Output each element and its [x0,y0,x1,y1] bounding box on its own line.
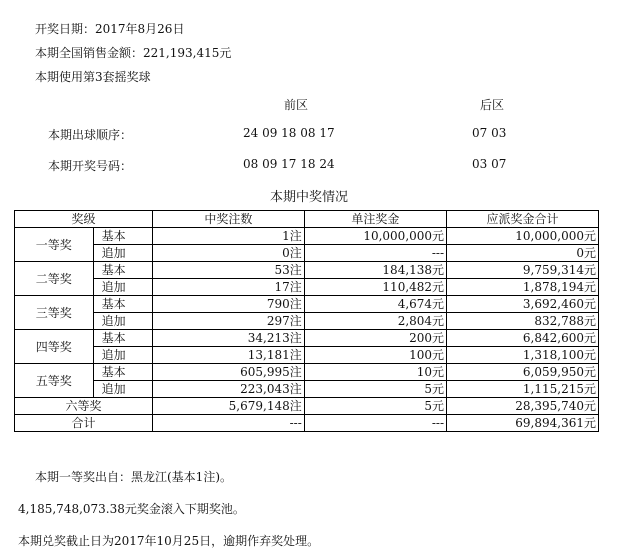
single-prize: --- [304,245,446,262]
table-row [15,296,599,313]
table-row [15,262,599,279]
single-prize: 110,482元 [304,279,446,296]
bet-type: 基本 [93,296,153,313]
table-row [15,381,599,398]
winner-count: 53注 [153,262,305,279]
winner-count: 1注 [153,228,305,245]
winner-count: 297注 [153,313,305,330]
front-zone-label: 前区 [284,98,309,112]
column-header-total: 应派奖金合计 [447,211,599,228]
column-header-single: 单注奖金 [304,211,446,228]
table-row [15,398,599,415]
bet-type: 基本 [93,330,153,347]
single-prize: 4,674元 [304,296,446,313]
single-prize: 2,804元 [304,313,446,330]
total-prize: 832,788元 [447,313,599,330]
sales-amount: 本期全国销售金额：221,193,415元 [35,46,232,60]
table-row [15,279,599,296]
winner-count: 17注 [153,279,305,296]
bet-type: 基本 [93,262,153,279]
winner-count: 0注 [153,245,305,262]
winner-count: 13,181注 [153,347,305,364]
winner-count: --- [153,415,305,432]
bet-type: 基本 [93,364,153,381]
winner-count: 605,995注 [153,364,305,381]
prize-level: 二等奖 [15,262,94,296]
total-prize: 0元 [447,245,599,262]
column-header-level: 奖级 [15,211,153,228]
single-prize: --- [304,415,446,432]
total-prize: 1,318,100元 [447,347,599,364]
single-prize: 5元 [304,398,446,415]
prize-table [14,210,599,432]
ball-set: 本期使用第3套摇奖球 [35,70,151,84]
rollover-note: 4,185,748,073.38元奖金滚入下期奖池。 [18,502,245,516]
prize-section-title: 本期中奖情况 [269,190,348,205]
column-header-count: 中奖注数 [153,211,305,228]
draw-date: 开奖日期：2017年8月26日 [35,22,185,36]
total-prize: 9,759,314元 [447,262,599,279]
total-prize: 10,000,000元 [447,228,599,245]
winner-count: 5,679,148注 [153,398,305,415]
bet-type: 追加 [93,381,153,398]
winner-count: 34,213注 [153,330,305,347]
single-prize: 10元 [304,364,446,381]
total-prize: 69,894,361元 [447,415,599,432]
total-prize: 6,059,950元 [447,364,599,381]
draw-order-label: 本期出球顺序： [48,128,133,142]
prize-level: 三等奖 [15,296,94,330]
draw-order-front: 24 09 18 08 17 [243,126,335,140]
single-prize: 100元 [304,347,446,364]
prize-level: 五等奖 [15,364,94,398]
first-prize-origin: 本期一等奖出自：黑龙江(基本1注)。 [35,470,232,484]
table-row [15,228,599,245]
prize-level: 一等奖 [15,228,94,262]
bet-type: 追加 [93,313,153,330]
prize-level: 四等奖 [15,330,94,364]
winning-numbers-back: 03 07 [472,157,507,171]
winning-numbers-label: 本期开奖号码： [48,159,133,173]
bet-type: 追加 [93,245,153,262]
single-prize: 200元 [304,330,446,347]
total-prize: 3,692,460元 [447,296,599,313]
draw-order-back: 07 03 [472,126,507,140]
table-row [15,364,599,381]
total-prize: 28,395,740元 [447,398,599,415]
table-row [15,330,599,347]
winning-numbers-front: 08 09 17 18 24 [243,157,335,171]
table-row [15,313,599,330]
prize-level: 六等奖 [15,398,153,415]
table-row [15,347,599,364]
total-prize: 1,878,194元 [447,279,599,296]
winner-count: 790注 [153,296,305,313]
winner-count: 223,043注 [153,381,305,398]
table-row-sum [15,415,599,432]
bet-type: 基本 [93,228,153,245]
bet-type: 追加 [93,347,153,364]
table-header-row [15,211,599,228]
single-prize: 184,138元 [304,262,446,279]
claim-deadline: 本期兑奖截止日为2017年10月25日，逾期作弃奖处理。 [18,534,320,548]
total-prize: 1,115,215元 [447,381,599,398]
single-prize: 10,000,000元 [304,228,446,245]
table-row [15,245,599,262]
bet-type: 追加 [93,279,153,296]
total-prize: 6,842,600元 [447,330,599,347]
back-zone-label: 后区 [480,98,505,112]
single-prize: 5元 [304,381,446,398]
sum-label: 合计 [15,415,153,432]
